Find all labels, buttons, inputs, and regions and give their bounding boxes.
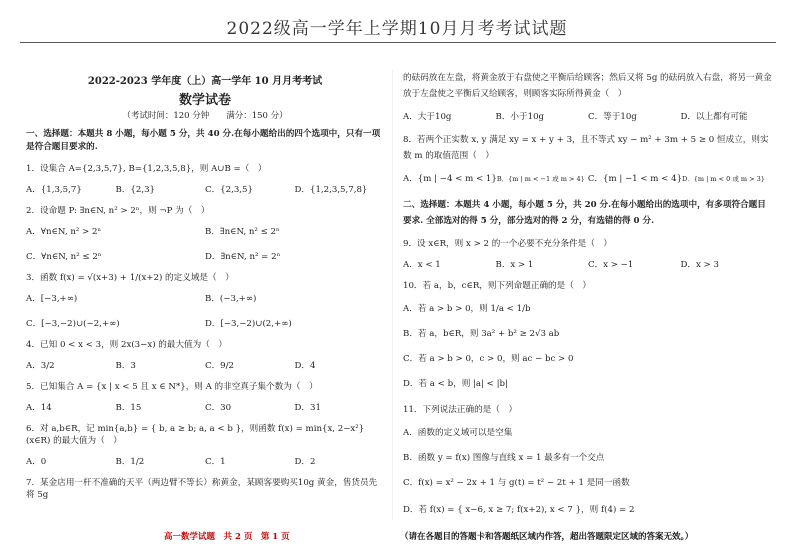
option: B．{m | m < −1 或 m > 4}	[496, 175, 585, 183]
question-1: 1．设集合 A={2,3,5,7}, B={1,2,3,5,8}，则 A∪B =（ ）	[26, 164, 267, 174]
question-6: 6．对 a,b∈R，记 min{a,b} = { b, a ≥ b; a, a < b }，则函数 f(x) = min{x, 2−x²} (x∈R) 的最大值为（ ）	[26, 424, 365, 446]
option: B．小于10g	[495, 112, 545, 122]
option: B．{2,3}	[115, 185, 156, 195]
question-9: 9．设 x∈R，则 x > 2 的一个必要不充分条件是（ ）	[403, 239, 613, 249]
question-7: 7．某金店用一杆不准确的天平（两边臂不等长）称黄金，某顾客要购买10g 黄金，售货员先将 5g	[26, 478, 378, 500]
option: D．[−3,−2)∪(2,+∞)	[205, 319, 292, 329]
option: C．30	[205, 403, 232, 413]
section-1-heading: 一、选择题：本题共 8 小题，每小题 5 分，共 40 分.在每小题给出的四个选项中，只有一项是符合题目要求的.	[26, 129, 381, 152]
column-divider	[392, 70, 393, 520]
page-header	[0, 0, 794, 46]
option: D．{m | m < 0 或 m > 3}	[682, 175, 765, 183]
option: D．x > 3	[680, 260, 719, 270]
option: C．{2,3,5}	[205, 185, 253, 195]
question-4-options	[26, 361, 384, 372]
header-rule	[20, 42, 776, 43]
question-11-option-a: A．函数的定义域可以是空集	[403, 428, 513, 438]
question-2: 2．设命题 P: ∃n∈N, n² > 2ⁿ，则 ¬P 为（ ）	[26, 206, 210, 216]
paper-title: 2022-2023 学年度（上）高一学年 10 月月考考试	[87, 76, 323, 87]
option: D．{1,2,3,5,7,8}	[294, 185, 368, 195]
question-11-option-d: D．若 f(x) = { x−6, x ≥ 7; f(x+2), x < 7 }，则 f(4) = 2	[403, 505, 635, 515]
question-11-option-b: B．函数 y = f(x) 图像与直线 x = 1 最多有一个交点	[403, 453, 605, 463]
option: D．以上都有可能	[680, 112, 748, 122]
question-10-option-c: C．若 a > b > 0，c > 0，则 ac − bc > 0	[403, 354, 574, 364]
option: C．{m | −1 < m < 4}	[587, 174, 683, 184]
option: A．3/2	[26, 361, 55, 371]
option: B．∃n∈N, n² ≤ 2ⁿ	[205, 227, 280, 237]
header-title: 2022级高一学年上学期10月月考考试试题	[226, 19, 568, 39]
option: D．31	[294, 403, 321, 413]
question-5-options	[26, 403, 384, 414]
question-6-options	[26, 457, 384, 468]
option: A．{m | −4 < m < 1}	[403, 174, 497, 184]
question-4: 4．已知 0 < x < 3，则 2x(3−x) 的最大值为（ ）	[26, 340, 228, 350]
question-10-option-d: D．若 a < b，则 |a| < |b|	[403, 379, 508, 389]
option: C．∀n∈N, n² ≤ 2ⁿ	[26, 252, 102, 262]
question-8-options	[403, 174, 773, 185]
option: D．∃n∈N, n² = 2ⁿ	[205, 252, 281, 262]
course-title: 数学试卷	[178, 93, 231, 108]
option: C．等于10g	[588, 112, 637, 122]
option: B．x > 1	[495, 260, 534, 270]
exam-info: （考试时间：120 分钟 满分：150 分）	[122, 111, 288, 121]
section-2-heading: 二、选择题：本题共 4 小题，每小题 5 分，共 20 分.在每小题给出的选项中，有多项符合题目要求. 全部选对的得 5 分，部分选对的得 2 分，有选错的得 0 分.	[403, 200, 766, 226]
option: B．15	[115, 403, 142, 413]
question-5: 5．已知集合 A = {x | x < 5 且 x ∈ N*}，则 A 的非空真子集个数为（ ）	[26, 382, 318, 392]
question-9-options	[403, 260, 773, 271]
footer-instruction: （请在各题目的答题卡和答题纸区域内作答，超出答题限定区域的答案无效。）	[400, 532, 694, 542]
option: A．∀n∈N, n² > 2ⁿ	[26, 227, 102, 237]
right-column	[403, 70, 773, 516]
option: C．1	[205, 457, 226, 467]
question-3-options	[26, 294, 384, 330]
option: A．大于10g	[403, 112, 452, 122]
question-3: 3．函数 f(x) = √(x+3) + 1/(x+2) 的定义域是（ ）	[26, 273, 234, 283]
footer-page-info: 高一数学试题 共 2 页 第 1 页	[164, 532, 290, 542]
option: D．2	[294, 457, 316, 467]
left-column	[26, 72, 384, 501]
question-7-continued: 的砝码放在左盘，将黄金放于右盘使之平衡后给顾客；然后又将 5g 的砝码放入右盘，将另一黄金放于左盘使之平衡后又给顾客，则顾客实际所得黄金（ ）	[403, 73, 772, 99]
question-10: 10．若 a，b，c∈R，则下列命题正确的是（ ）	[403, 281, 592, 291]
option: A．{1,3,5,7}	[26, 185, 82, 195]
option: C．[−3,−2)∪(−2,+∞)	[26, 319, 120, 329]
option: B．3	[115, 361, 136, 371]
question-8: 8．若两个正实数 x, y 满足 xy = x + y + 3，且不等式 xy − m² + 3m + 5 ≥ 0 恒成立，则实数 m 的取值范围（ ）	[403, 135, 769, 161]
option: D．4	[294, 361, 316, 371]
question-10-option-a: A．若 a > b > 0，则 1/a < 1/b	[403, 304, 531, 314]
option: A．[−3,+∞)	[26, 294, 78, 304]
option: A．14	[26, 403, 52, 413]
question-11-option-c: C．f(x) = x² − 2x + 1 与 g(t) = t² − 2t + 1 是同一函数	[403, 478, 630, 488]
question-1-options	[26, 185, 384, 196]
question-10-option-b: B．若 a，b∈R，则 3a² + b² ≥ 2√3 ab	[403, 329, 560, 339]
option: C．x > −1	[588, 260, 634, 270]
option: B．(−3,+∞)	[205, 294, 257, 304]
option: B．1/2	[115, 457, 145, 467]
question-11: 11．下列说法正确的是（ ）	[403, 405, 518, 415]
question-7-options	[403, 112, 773, 123]
option: A．x < 1	[403, 260, 441, 270]
option: C．9/2	[205, 361, 234, 371]
question-2-options	[26, 227, 384, 263]
option: A．0	[26, 457, 47, 467]
